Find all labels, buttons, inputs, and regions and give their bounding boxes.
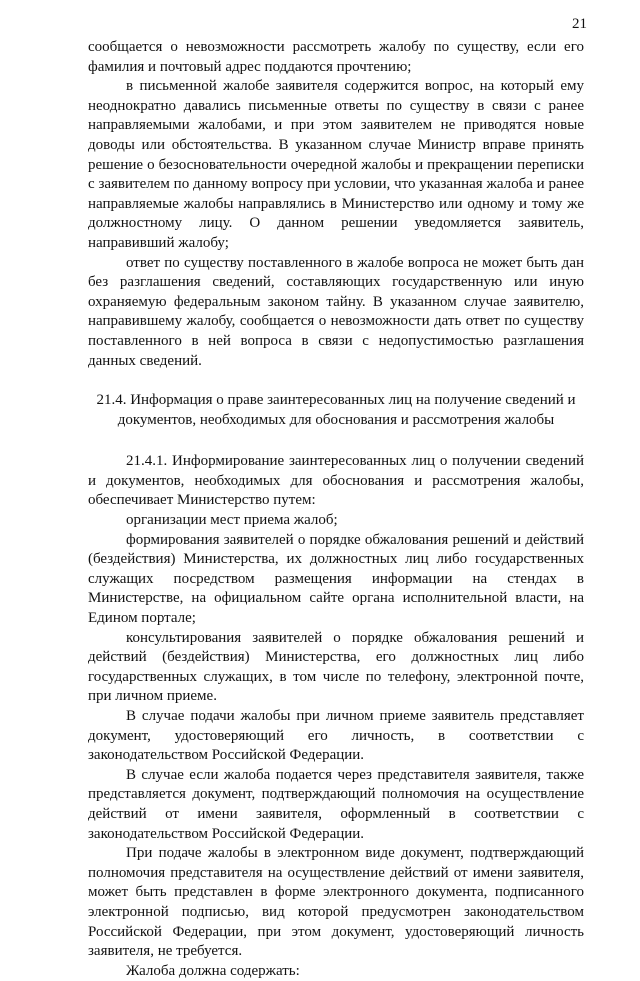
paragraph: сообщается о невозможности рассмотреть жалобу по существу, если его фамилия и почтовый адрес поддаются прочтению;: [88, 39, 584, 75]
paragraph: При подаче жалобы в электронном виде документ, подтверждающий полномочия представителя на осуществление действий от имени заявителя, может быть представлен в форме электронного документа, подписанного электронной подписью, вид которой предусмотрен законодательством Российской Федерации, при этом документ, удостоверяющий личность заявителя, не требуется.: [88, 845, 584, 960]
section-heading: 21.4. Информация о праве заинтересованных лиц на получение сведений и документов, необходимых для обоснования и рассмотрения жалобы: [96, 392, 576, 428]
list-item: организации мест приема жалоб;: [126, 512, 338, 529]
list-item: консультирования заявителей о порядке обжалования решений и действий (бездействия) Министерства, его должностных лиц либо государственных служащих, в том числе по телефону, электронной почте, при личном приеме.: [88, 629, 584, 705]
page-number: 21: [572, 16, 587, 32]
paragraph: в письменной жалобе заявителя содержится вопрос, на который ему неоднократно давались письменные ответы по существу в связи с ранее направляемыми жалобами, и при этом заявителем не приводятся новые доводы или обстоятельства. В указанном случае Министр вправе принять решение о безосновательности очередной жалобы и прекращении переписки с заявителем по данному вопросу при условии, что указанная жалоба и ранее направляемые жалобы направлялись в Министерство или одному и тому же должностному лицу. О данном решении уведомляется заявитель, направивший жалобу;: [88, 78, 584, 251]
document-body: [88, 38, 584, 981]
paragraph: В случае если жалоба подается через представителя заявителя, также представляется документ, подтверждающий полномочия на осуществление действий от имени заявителя, оформленный в соответствии с законодательством Российской Федерации.: [88, 766, 584, 842]
paragraph: В случае подачи жалобы при личном приеме заявитель представляет документ, удостоверяющий его личность, в соответствии с законодательством Российской Федерации.: [88, 708, 584, 764]
paragraph: ответ по существу поставленного в жалобе вопроса не может быть дан без разглашения сведений, составляющих государственную или иную охраняемую федеральным законом тайну. В указанном случае заявителю, направившему жалобу, сообщается о невозможности дать ответ по существу поставленного в ней вопроса в связи с недопустимостью разглашения данных сведений.: [88, 254, 584, 369]
paragraph: 21.4.1. Информирование заинтересованных лиц о получении сведений и документов, необходимых для обоснования и рассмотрения жалобы, обеспечивает Министерство путем:: [88, 453, 584, 509]
paragraph: Жалоба должна содержать:: [126, 962, 300, 979]
list-item: формирования заявителей о порядке обжалования решений и действий (бездействия) Министерства, их должностных лиц либо государственных служащих посредством размещения информации на стендах в Министерстве, на официальном сайте органа исполнительной власти, на Едином портале;: [88, 531, 584, 627]
